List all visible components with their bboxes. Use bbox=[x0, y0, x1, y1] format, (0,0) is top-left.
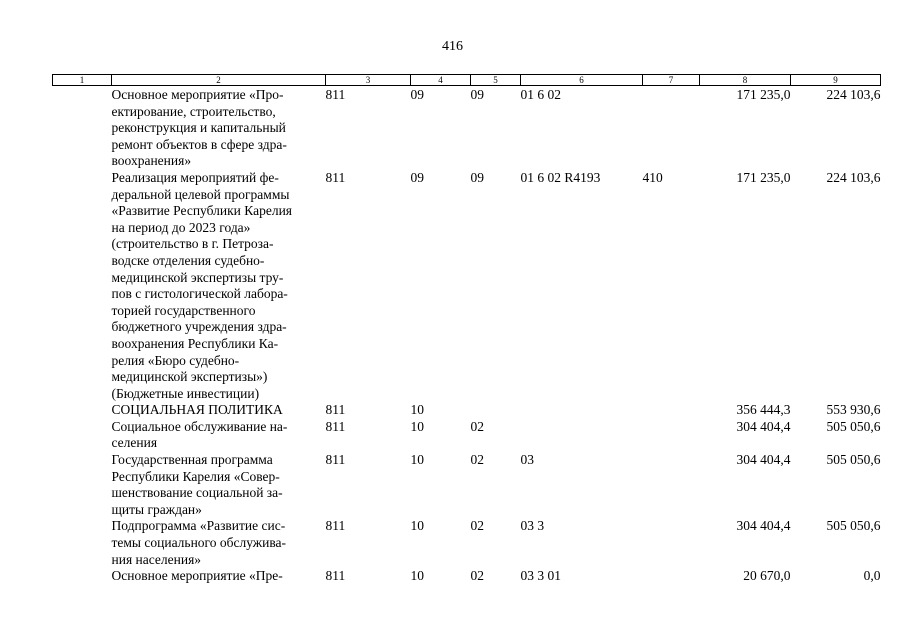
description-line: Основное мероприятие «Пре- bbox=[111, 568, 283, 584]
cell-description bbox=[112, 419, 326, 452]
cell-subsection: 02 bbox=[470, 568, 484, 584]
description-line: Социальное обслуживание на- bbox=[111, 418, 288, 434]
cell-expense-type bbox=[643, 452, 700, 518]
cell-expense-type: 410 bbox=[642, 169, 663, 185]
description-line: ния населения» bbox=[111, 551, 202, 567]
cell-admin-code: 811 bbox=[325, 402, 346, 418]
cell-admin-code: 811 bbox=[325, 169, 346, 185]
description-line: пов с гистологической лабора- bbox=[111, 286, 288, 302]
description-line: торией государственного bbox=[111, 302, 256, 318]
cell-subsection: 09 bbox=[470, 169, 484, 185]
cell-section: 10 bbox=[410, 418, 424, 434]
column-number: 3 bbox=[326, 75, 411, 86]
cell-col1 bbox=[53, 170, 112, 402]
description-line: шенствование социальной за- bbox=[111, 485, 283, 501]
description-line: щиты граждан» bbox=[111, 501, 202, 517]
cell-amount-year2: 505 050,6 bbox=[826, 452, 881, 468]
cell-description bbox=[112, 568, 326, 585]
cell-amount-year1: 171 235,0 bbox=[736, 87, 791, 102]
cell-description bbox=[112, 86, 326, 170]
description-line: медицинской экспертизы») bbox=[111, 369, 268, 385]
cell-admin-code: 811 bbox=[325, 87, 346, 102]
page-number: 416 bbox=[442, 39, 463, 54]
column-number: 7 bbox=[643, 75, 700, 86]
cell-target-article: 01 6 02 bbox=[520, 87, 561, 102]
cell-col1 bbox=[53, 452, 112, 518]
cell-target-article: 03 3 bbox=[520, 518, 545, 534]
description-line: (строительство в г. Петроза- bbox=[111, 236, 274, 252]
description-line: темы социального обслужива- bbox=[111, 535, 287, 551]
cell-subsection: 02 bbox=[470, 418, 484, 434]
description-line: ремонт объектов в сфере здра- bbox=[111, 136, 287, 152]
table-row bbox=[53, 419, 881, 452]
cell-target-article bbox=[521, 419, 643, 452]
cell-section: 09 bbox=[410, 169, 424, 185]
description-line: воохранения» bbox=[111, 153, 192, 169]
cell-admin-code: 811 bbox=[325, 452, 346, 468]
cell-amount-year1: 356 444,3 bbox=[736, 402, 791, 418]
cell-amount-year2: 224 103,6 bbox=[826, 87, 881, 102]
cell-amount-year2: 505 050,6 bbox=[826, 418, 881, 434]
cell-section: 09 bbox=[410, 87, 424, 102]
cell-subsection: 09 bbox=[470, 87, 484, 102]
table-row bbox=[53, 452, 881, 518]
cell-amount-year2: 553 930,6 bbox=[826, 402, 881, 418]
description-line: Государственная программа bbox=[111, 452, 273, 468]
table-row bbox=[53, 86, 881, 170]
cell-amount-year1: 20 670,0 bbox=[743, 568, 791, 584]
description-line: Подпрограмма «Развитие сис- bbox=[111, 518, 286, 534]
budget-table bbox=[52, 74, 881, 585]
description-line: (Бюджетные инвестиции) bbox=[111, 385, 260, 401]
description-line: водске отделения судебно- bbox=[111, 252, 265, 268]
column-number: 8 bbox=[700, 75, 791, 86]
description-line: СОЦИАЛЬНАЯ ПОЛИТИКА bbox=[111, 402, 283, 418]
cell-col1 bbox=[53, 402, 112, 419]
description-line: деральной целевой программы bbox=[111, 186, 290, 202]
cell-amount-year1: 304 404,4 bbox=[736, 418, 791, 434]
description-line: реконструкция и капитальный bbox=[111, 120, 286, 136]
cell-section: 10 bbox=[410, 518, 424, 534]
cell-description bbox=[112, 518, 326, 568]
description-line: воохранения Республики Ка- bbox=[111, 335, 279, 351]
cell-expense-type bbox=[643, 402, 700, 419]
description-line: Реализация мероприятий фе- bbox=[111, 169, 279, 185]
description-line: ектирование, строительство, bbox=[111, 103, 276, 119]
cell-subsection bbox=[471, 402, 521, 419]
cell-col1 bbox=[53, 86, 112, 170]
cell-admin-code: 811 bbox=[325, 518, 346, 534]
cell-subsection: 02 bbox=[470, 452, 484, 468]
cell-section: 10 bbox=[410, 452, 424, 468]
column-number: 4 bbox=[411, 75, 471, 86]
cell-amount-year2: 224 103,6 bbox=[826, 169, 881, 185]
column-number: 5 bbox=[471, 75, 521, 86]
description-line: Основное мероприятие «Про- bbox=[111, 87, 284, 102]
table-row bbox=[53, 170, 881, 402]
cell-target-article: 03 bbox=[520, 452, 534, 468]
cell-col1 bbox=[53, 518, 112, 568]
cell-col1 bbox=[53, 568, 112, 585]
cell-admin-code: 811 bbox=[325, 568, 346, 584]
column-number-row bbox=[53, 75, 881, 86]
cell-target-article bbox=[521, 402, 643, 419]
table-row bbox=[53, 518, 881, 568]
cell-subsection: 02 bbox=[470, 518, 484, 534]
table-row bbox=[53, 402, 881, 419]
column-number: 1 bbox=[53, 75, 112, 86]
description-line: селения bbox=[111, 435, 158, 451]
cell-amount-year1: 171 235,0 bbox=[736, 169, 791, 185]
cell-expense-type bbox=[643, 419, 700, 452]
description-line: «Развитие Республики Карелия bbox=[111, 203, 293, 219]
table-body bbox=[53, 86, 881, 585]
cell-description bbox=[112, 170, 326, 402]
cell-description bbox=[112, 402, 326, 419]
description-line: бюджетного учреждения здра- bbox=[111, 319, 287, 335]
cell-amount-year2: 0,0 bbox=[863, 568, 881, 584]
description-line: медицинской экспертизы тру- bbox=[111, 269, 284, 285]
description-line: релия «Бюро судебно- bbox=[111, 352, 240, 368]
cell-amount-year1: 304 404,4 bbox=[736, 518, 791, 534]
cell-expense-type bbox=[643, 518, 700, 568]
description-line: Республики Карелия «Совер- bbox=[111, 468, 280, 484]
cell-amount-year2: 505 050,6 bbox=[826, 518, 881, 534]
table-row bbox=[53, 568, 881, 585]
table-header bbox=[53, 75, 881, 86]
description-line: на период до 2023 года» bbox=[111, 219, 251, 235]
cell-section: 10 bbox=[410, 568, 424, 584]
cell-expense-type bbox=[643, 568, 700, 585]
column-number: 6 bbox=[521, 75, 643, 86]
column-number: 9 bbox=[791, 75, 881, 86]
cell-target-article: 03 3 01 bbox=[520, 568, 561, 584]
cell-admin-code: 811 bbox=[325, 418, 346, 434]
cell-target-article: 01 6 02 R4193 bbox=[520, 169, 601, 185]
cell-expense-type bbox=[643, 86, 700, 170]
cell-section: 10 bbox=[410, 402, 424, 418]
cell-description bbox=[112, 452, 326, 518]
cell-amount-year1: 304 404,4 bbox=[736, 452, 791, 468]
column-number: 2 bbox=[112, 75, 326, 86]
cell-col1 bbox=[53, 419, 112, 452]
